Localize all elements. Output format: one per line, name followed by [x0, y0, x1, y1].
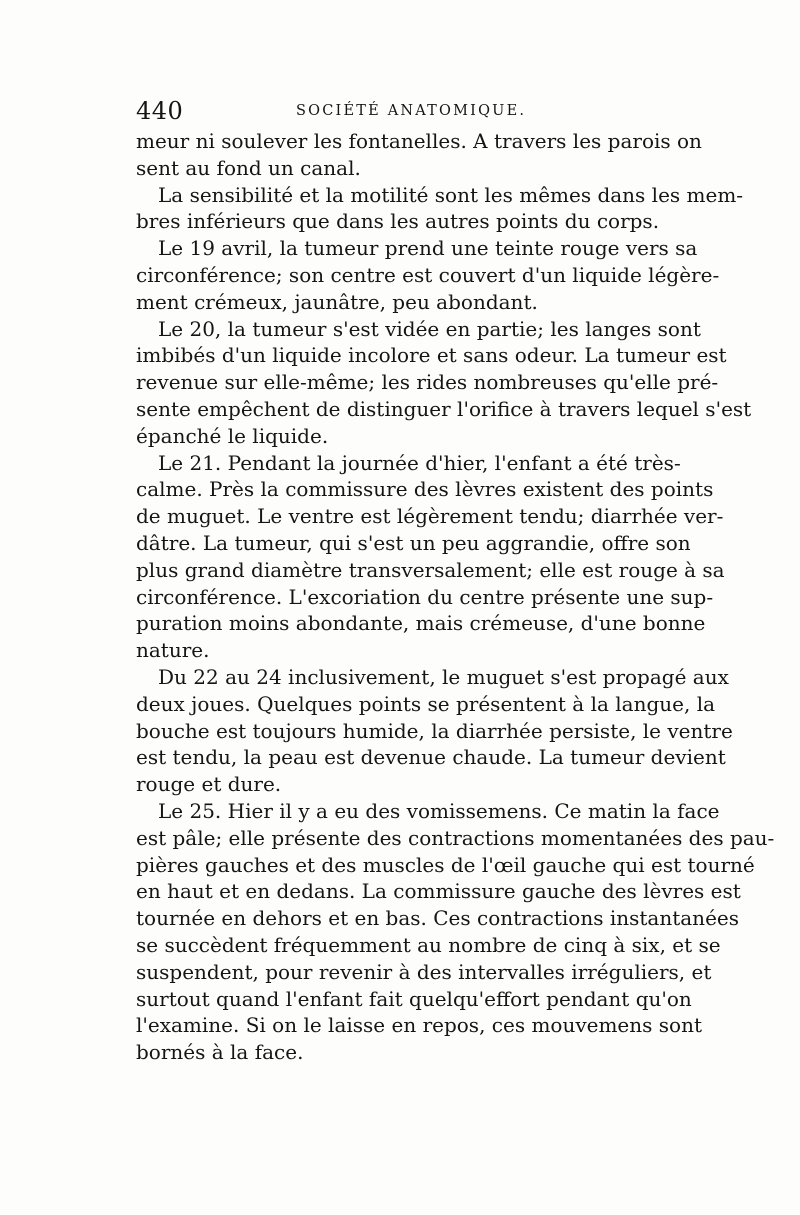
text-line: Le 19 avril, la tumeur prend une teinte rouge vers sa [158, 236, 698, 261]
text-line: en haut et en dedans. La commissure gauche des lèvres est [136, 879, 741, 904]
text-line: calme. Près la commissure des lèvres existent des points [136, 477, 714, 502]
text-line: suspendent, pour revenir à des intervalles irréguliers, et [136, 959, 712, 984]
text-line: circonférence. L'excoriation du centre présente une sup- [136, 584, 714, 609]
text-line: Le 25. Hier il y a eu des vomissemens. Ce matin la face [158, 798, 720, 823]
text-line: bres inférieurs que dans les autres points du corps. [136, 209, 660, 234]
text-line: nature. [136, 638, 210, 663]
text-line: revenue sur elle-même; les rides nombreuses qu'elle pré- [136, 370, 719, 395]
text-line: bouche est toujours humide, la diarrhée persiste, le ventre [136, 718, 733, 743]
text-line: surtout quand l'enfant fait quelqu'effort pendant qu'on [136, 986, 692, 1011]
text-line: imbibés d'un liquide incolore et sans odeur. La tumeur est [136, 343, 727, 368]
text-line: circonférence; son centre est couvert d'un liquide légère- [136, 262, 720, 287]
text-line: La sensibilité et la motilité sont les mêmes dans les mem- [158, 182, 744, 207]
text-line: est tendu, la peau est devenue chaude. La tumeur devient [136, 745, 726, 770]
page-number: 440 [136, 97, 184, 125]
text-line: sent au fond un canal. [136, 155, 361, 180]
text-line: Le 21. Pendant la journée d'hier, l'enfant a été très- [158, 450, 681, 475]
text-line: rouge et dure. [136, 772, 282, 797]
text-line: pières gauches et des muscles de l'œil gauche qui est tourné [136, 852, 755, 877]
running-title: SOCIÉTÉ ANATOMIQUE. [296, 103, 527, 119]
body-text [136, 128, 775, 1066]
text-line: plus grand diamètre transversalement; elle est rouge à sa [136, 557, 725, 582]
text-line: puration moins abondante, mais crémeuse, d'une bonne [136, 611, 706, 636]
text-line: se succèdent fréquemment au nombre de cinq à six, et se [136, 932, 721, 957]
running-head [136, 96, 670, 126]
text-line: ment crémeux, jaunâtre, peu abondant. [136, 289, 538, 314]
text-line: deux joues. Quelques points se présentent à la langue, la [136, 691, 716, 716]
text-line: l'examine. Si on le laisse en repos, ces mouvemens sont [136, 1013, 702, 1038]
text-line: de muguet. Le ventre est légèrement tendu; diarrhée ver- [136, 504, 724, 529]
text-line: dâtre. La tumeur, qui s'est un peu aggrandie, offre son [136, 530, 691, 555]
text-line: épanché le liquide. [136, 423, 329, 448]
text-line: sente empêchent de distinguer l'orifice à travers lequel s'est [136, 396, 752, 421]
text-line: tournée en dehors et en bas. Ces contractions instantanées [136, 906, 739, 931]
text-line: bornés à la face. [136, 1040, 304, 1065]
text-line: Le 20, la tumeur s'est vidée en partie; les langes sont [158, 316, 701, 341]
text-line: est pâle; elle présente des contractions momentanées des pau- [136, 825, 775, 850]
text-line: meur ni soulever les fontanelles. A travers les parois on [136, 129, 702, 153]
text-line: Du 22 au 24 inclusivement, le muguet s'est propagé aux [158, 664, 729, 689]
